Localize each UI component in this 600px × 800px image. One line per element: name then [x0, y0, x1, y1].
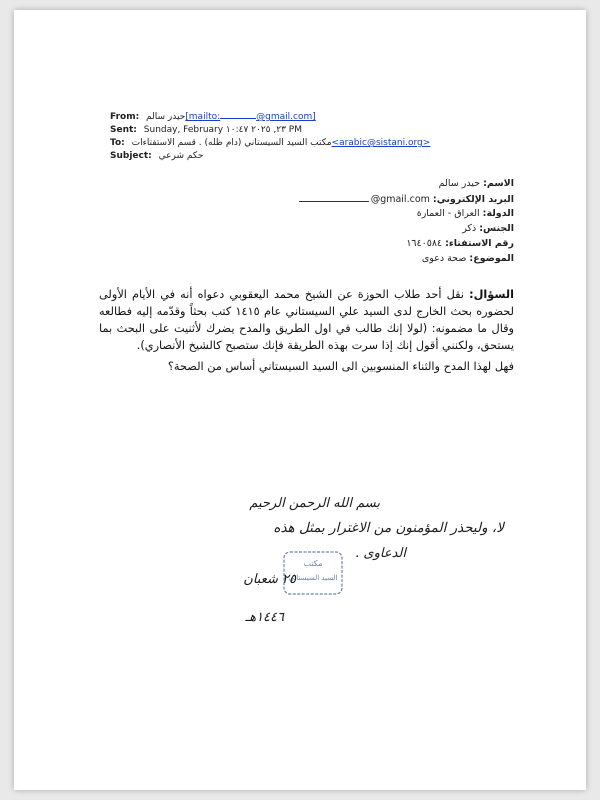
from-mailto[interactable]: [mailto: — [185, 112, 221, 122]
sent-value: Sunday, February ٢٣, ٢٠٢٥ ١٠:٤٧ PM — [143, 125, 302, 135]
country-label: الدولة: — [482, 208, 514, 219]
answer-date-day: ٢٥ شعبان — [243, 572, 296, 587]
question-text: نقل أحد طلاب الحوزة عن الشيخ محمد اليعقوبي دعواه أنه في الأيام الأولى لحضوره بحث الخارج لدى السيد علي السيستاني عام ١٤١٥ كتب بحثاً وقدّمه إليه فطالعه وقال ما مضمونه: (لولا إنك طالب في اول الطريق والمدح يضرك لأثنيت على البحث بما يستحق، ولكنني أقول إنك إذا سرت بهذه الطريقة فإنك ستصبح كالشيخ الأنصاري). — [99, 288, 514, 352]
answer-date-year: ١٤٤٦هـ — [245, 610, 284, 625]
answer-basmala: بسم الله الرحمن الرحيم — [249, 496, 380, 511]
email-value-wrap — [299, 194, 430, 205]
sent-label: Sent: — [110, 125, 137, 135]
email-label: البريد الإلكتروني: — [432, 194, 514, 205]
country-value: العراق - العمارة — [416, 208, 480, 219]
country-field — [417, 208, 514, 219]
answer-line-2: الدعاوى . — [355, 546, 406, 561]
to-value: مكتب السيد السيستاني (دام ظله) . قسم الاستفتاءات — [131, 138, 332, 148]
from-label: From: — [110, 112, 140, 122]
gender-field — [462, 223, 514, 234]
email-field — [299, 194, 514, 205]
number-field — [406, 238, 514, 249]
from-mail-end[interactable]: @gmail.com] — [256, 112, 316, 122]
number-value: ١٦٤٠٥٨٤ — [406, 238, 443, 249]
gender-label: الجنس: — [479, 223, 514, 234]
from-name: حيدر سالم — [146, 112, 186, 122]
topic-value: صحة دعوى — [421, 253, 467, 264]
answer-line-1: لا، وليحذر المؤمنون من الاغترار بمثل هذه — [273, 520, 504, 536]
from-redacted — [220, 118, 256, 119]
name-label: الاسم: — [483, 178, 514, 189]
gender-value: ذكر — [462, 223, 477, 234]
question-paragraph — [99, 286, 514, 354]
number-label: رقم الاستفتاء: — [445, 238, 514, 249]
question-followup: فهل لهذا المدح والثناء المنسوبين الى السيد السيستاني أساس من الصحة؟ — [167, 360, 514, 373]
document-page — [14, 10, 586, 790]
email-redacted — [299, 201, 369, 202]
subject-label: Subject: — [110, 151, 152, 161]
to-label: To: — [110, 138, 125, 148]
question-label: السؤال: — [469, 288, 514, 301]
topic-label: الموضوع: — [469, 253, 514, 264]
email-value: @gmail.com — [370, 194, 430, 205]
to-line — [110, 138, 430, 148]
sent-line — [110, 125, 302, 135]
topic-field — [422, 253, 514, 264]
subject-line — [110, 151, 203, 161]
from-line — [110, 112, 316, 122]
seal-line-1: مكتب — [303, 559, 323, 568]
name-value: حيدر سالم — [438, 178, 481, 189]
name-field — [439, 178, 514, 189]
subject-value: حكم شرعي — [158, 151, 204, 161]
seal-line-2: السيد السيستاني — [288, 574, 338, 582]
to-email[interactable]: <arabic@sistani.org> — [331, 138, 431, 148]
